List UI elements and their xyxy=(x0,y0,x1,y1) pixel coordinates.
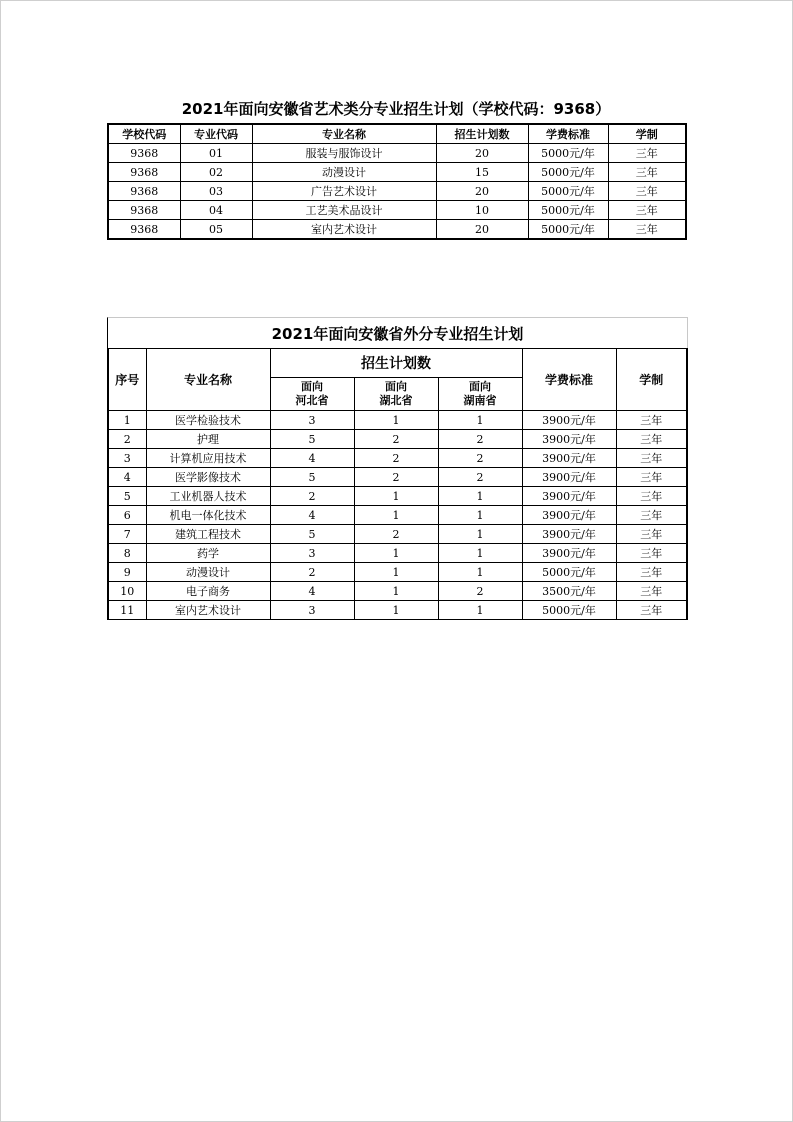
table-cell: 三年 xyxy=(616,563,687,582)
table-cell: 1 xyxy=(354,506,438,525)
table2-subheader-hunan: 面向 湖南省 xyxy=(438,378,522,411)
table-cell: 2 xyxy=(354,525,438,544)
table1-header: 学校代码 xyxy=(108,124,180,144)
table2-row xyxy=(108,449,687,468)
table-cell: 9368 xyxy=(108,182,180,201)
table1-header: 招生计划数 xyxy=(436,124,528,144)
table1-header: 专业代码 xyxy=(180,124,252,144)
table-cell: 20 xyxy=(436,144,528,163)
table-cell: 3900元/年 xyxy=(522,430,616,449)
table-cell: 三年 xyxy=(608,144,686,163)
table1-row xyxy=(108,220,686,240)
table-cell: 8 xyxy=(108,544,146,563)
table2-header-fee: 学费标准 xyxy=(522,349,616,411)
table-cell: 1 xyxy=(438,544,522,563)
table-cell: 1 xyxy=(438,601,522,620)
table-cell: 广告艺术设计 xyxy=(252,182,436,201)
table-cell: 1 xyxy=(438,525,522,544)
table-cell: 医学检验技术 xyxy=(146,411,270,430)
table1-header: 学制 xyxy=(608,124,686,144)
table-cell: 三年 xyxy=(616,449,687,468)
table2-row xyxy=(108,430,687,449)
table-cell: 三年 xyxy=(616,468,687,487)
table-cell: 20 xyxy=(436,220,528,240)
table2-header-index: 序号 xyxy=(108,349,146,411)
table-cell: 2 xyxy=(108,430,146,449)
table-cell: 1 xyxy=(354,487,438,506)
table-cell: 5000元/年 xyxy=(528,163,608,182)
table-cell: 5 xyxy=(270,430,354,449)
table1-header-row xyxy=(108,124,686,144)
table2-row xyxy=(108,544,687,563)
table-cell: 三年 xyxy=(608,220,686,240)
table-cell: 护理 xyxy=(146,430,270,449)
table-cell: 2 xyxy=(438,449,522,468)
table-cell: 1 xyxy=(438,506,522,525)
table1-row xyxy=(108,201,686,220)
table-cell: 5 xyxy=(270,468,354,487)
table-cell: 2 xyxy=(354,430,438,449)
table-cell: 9368 xyxy=(108,220,180,240)
table-cell: 04 xyxy=(180,201,252,220)
table-cell: 10 xyxy=(436,201,528,220)
table-cell: 2 xyxy=(270,563,354,582)
table-cell: 三年 xyxy=(616,544,687,563)
table-cell: 03 xyxy=(180,182,252,201)
table-cell: 3500元/年 xyxy=(522,582,616,601)
table-cell: 2 xyxy=(438,430,522,449)
table-cell: 三年 xyxy=(616,411,687,430)
table-cell: 5000元/年 xyxy=(528,182,608,201)
table-cell: 2 xyxy=(354,449,438,468)
table-cell: 三年 xyxy=(616,487,687,506)
table2-title: 2021年面向安徽省外分专业招生计划 xyxy=(107,317,688,348)
table-cell: 5000元/年 xyxy=(522,563,616,582)
table-cell: 服装与服饰设计 xyxy=(252,144,436,163)
table-cell: 05 xyxy=(180,220,252,240)
table-cell: 5000元/年 xyxy=(522,601,616,620)
table-cell: 1 xyxy=(354,411,438,430)
table-cell: 1 xyxy=(354,582,438,601)
table-cell: 3 xyxy=(270,544,354,563)
table-cell: 3900元/年 xyxy=(522,449,616,468)
table-cell: 4 xyxy=(270,582,354,601)
table-cell: 2 xyxy=(354,468,438,487)
table-cell: 6 xyxy=(108,506,146,525)
table-cell: 4 xyxy=(270,449,354,468)
table1-row xyxy=(108,144,686,163)
table-cell: 9 xyxy=(108,563,146,582)
table2-header-major: 专业名称 xyxy=(146,349,270,411)
table2-header-plan: 招生计划数 xyxy=(270,349,522,378)
table-cell: 3900元/年 xyxy=(522,468,616,487)
table-cell: 电子商务 xyxy=(146,582,270,601)
table2 xyxy=(107,348,688,620)
table-cell: 7 xyxy=(108,525,146,544)
table-cell: 药学 xyxy=(146,544,270,563)
table2-row xyxy=(108,487,687,506)
table-cell: 2 xyxy=(438,582,522,601)
table1-row xyxy=(108,163,686,182)
table-cell: 01 xyxy=(180,144,252,163)
table-cell: 三年 xyxy=(616,601,687,620)
table-cell: 3 xyxy=(270,411,354,430)
table-cell: 5 xyxy=(108,487,146,506)
table-cell: 1 xyxy=(108,411,146,430)
table-cell: 5 xyxy=(270,525,354,544)
table-cell: 9368 xyxy=(108,201,180,220)
table-cell: 三年 xyxy=(616,430,687,449)
table2-header-row xyxy=(108,349,687,378)
table-cell: 1 xyxy=(438,563,522,582)
table-cell: 计算机应用技术 xyxy=(146,449,270,468)
table-cell: 2 xyxy=(438,468,522,487)
table-cell: 工业机器人技术 xyxy=(146,487,270,506)
table1 xyxy=(107,123,687,240)
table-cell: 9368 xyxy=(108,163,180,182)
table-cell: 室内艺术设计 xyxy=(146,601,270,620)
table-cell: 15 xyxy=(436,163,528,182)
table1-title: 2021年面向安徽省艺术类分专业招生计划（学校代码：9368） xyxy=(181,100,611,118)
table2-subheader-hubei: 面向 湖北省 xyxy=(354,378,438,411)
table2-row xyxy=(108,563,687,582)
table2-row xyxy=(108,582,687,601)
table-cell: 3900元/年 xyxy=(522,411,616,430)
table-cell: 三年 xyxy=(616,506,687,525)
table-cell: 3900元/年 xyxy=(522,525,616,544)
table-cell: 1 xyxy=(438,487,522,506)
table1-row xyxy=(108,182,686,201)
table-cell: 三年 xyxy=(608,201,686,220)
table-cell: 三年 xyxy=(616,582,687,601)
table1-header: 学费标准 xyxy=(528,124,608,144)
table-cell: 1 xyxy=(354,563,438,582)
table2-subheader-hebei: 面向 河北省 xyxy=(270,378,354,411)
table-cell: 4 xyxy=(108,468,146,487)
table-cell: 10 xyxy=(108,582,146,601)
table2-row xyxy=(108,506,687,525)
table-cell: 动漫设计 xyxy=(146,563,270,582)
table-cell: 建筑工程技术 xyxy=(146,525,270,544)
table-cell: 5000元/年 xyxy=(528,144,608,163)
table-cell: 室内艺术设计 xyxy=(252,220,436,240)
table-cell: 3 xyxy=(270,601,354,620)
table-cell: 5000元/年 xyxy=(528,220,608,240)
table-cell: 11 xyxy=(108,601,146,620)
table2-row xyxy=(108,601,687,620)
table-cell: 医学影像技术 xyxy=(146,468,270,487)
table2-header-duration: 学制 xyxy=(616,349,687,411)
table-cell: 1 xyxy=(354,601,438,620)
table-cell: 02 xyxy=(180,163,252,182)
table-cell: 5000元/年 xyxy=(528,201,608,220)
table-cell: 3900元/年 xyxy=(522,506,616,525)
table-cell: 三年 xyxy=(608,163,686,182)
table-cell: 3 xyxy=(108,449,146,468)
table2-row xyxy=(108,468,687,487)
table-cell: 1 xyxy=(354,544,438,563)
table-cell: 1 xyxy=(438,411,522,430)
table-cell: 工艺美术品设计 xyxy=(252,201,436,220)
table-cell: 三年 xyxy=(616,525,687,544)
table-cell: 三年 xyxy=(608,182,686,201)
table2-row xyxy=(108,525,687,544)
table-cell: 2 xyxy=(270,487,354,506)
table2-row xyxy=(108,411,687,430)
table1-header: 专业名称 xyxy=(252,124,436,144)
table-cell: 动漫设计 xyxy=(252,163,436,182)
table-cell: 9368 xyxy=(108,144,180,163)
table-cell: 4 xyxy=(270,506,354,525)
table-cell: 3900元/年 xyxy=(522,487,616,506)
table2-container xyxy=(107,317,688,630)
table-cell: 3900元/年 xyxy=(522,544,616,563)
table-cell: 20 xyxy=(436,182,528,201)
table-cell: 机电一体化技术 xyxy=(146,506,270,525)
